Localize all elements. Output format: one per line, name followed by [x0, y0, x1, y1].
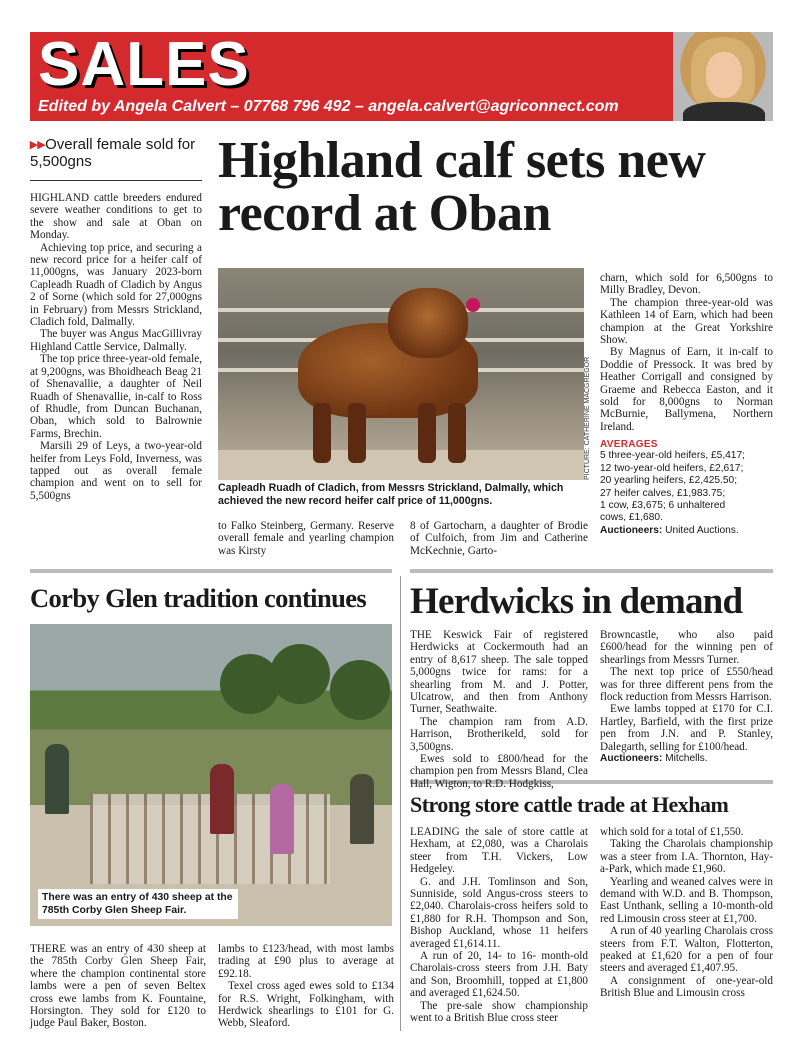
editor-credit: Edited by Angela Calvert – 07768 796 492 – angela.calvert@agriconnect.com [38, 98, 619, 115]
paragraph: G. and J.H. Tomlinson and Son, Sunniside, sold Angus-cross steers to £2,040. Charolais-cross heifers sold to £1,880 for R.H. Thompson and Son, Bishop Auckland, whose 11 heifers averaged £1,614.11. [410, 875, 588, 950]
calf-head [388, 288, 468, 358]
corby-headline: Corby Glen tradition continues [30, 583, 367, 613]
average-line: 12 two-year-old heifers, £2,617; [600, 462, 744, 474]
paragraph: The buyer was Angus MacGillivray Highland Cattle Service, Dalmally. [30, 328, 202, 353]
person-figure [45, 744, 69, 814]
section-divider [30, 569, 392, 573]
paragraph: Texel cross aged ewes sold to £134 for R.S. Wright, Folkingham, with Herdwick shearlings to £101 for G. Webb, Sleaford. [218, 980, 394, 1030]
photo-ground [218, 450, 584, 480]
sheep-fair-photo [30, 624, 392, 926]
person-figure [270, 784, 294, 854]
lead-kicker [30, 136, 200, 170]
lead-column-1 [30, 192, 202, 502]
herdwicks-headline: Herdwicks in demand [410, 581, 743, 622]
auctioneers-value: United Auctions. [662, 524, 739, 536]
section-divider [410, 569, 773, 573]
paragraph: Ewe lambs topped at £170 for C.I. Hartley, Barfield, with the first prize pen from J.N. and P. Stanley, Dalegarth, selling for £100/head. [600, 703, 773, 753]
paragraph: A run of 20, 14- to 16- month-old Charolais-cross steers from J.H. Baty and Son, Broomhill, topped at £1,800 and averaged £1,624.50. [410, 950, 588, 1000]
averages-list [600, 450, 773, 524]
paragraph: A consignment of one-year-old British Blue and Limousin cross [600, 974, 773, 1000]
lead-column-a [218, 520, 394, 557]
calf-leg [448, 403, 466, 463]
paragraph: Achieving top price, and securing a new record price for a heifer calf of 11,000gns, was January 2023-born Capleadh Ruadh of Cladich by Angus 2 of Sorne (which sold for 27,000gns in February) from Messrs Strickland, Cladich fold, Dalmally. [30, 241, 202, 329]
paragraph: Ewes sold to £800/head for the champion pen from Messrs Bland, Clea Hall, Wigton, to R.D. Hodgkiss, [410, 753, 588, 790]
auctioneers-label: Auctioneers: [600, 753, 663, 765]
paragraph: 8 of Gartocharn, a daughter of Brodie of Culfoich, from Jim and Catherine McKechnie, Garto- [410, 520, 588, 557]
kicker-text: Overall female sold for 5,500gns [30, 136, 196, 170]
double-arrow-icon: ▸▸ [30, 136, 46, 153]
averages-heading: AVERAGES [600, 439, 658, 451]
paragraph: Yearling and weaned calves were in demand with W.D. and B. Thompson, East Unthank, selling a 10-month-old red Limousin cross steer at £1,700. [600, 875, 773, 925]
paragraph: which sold for a total of £1,550. [600, 826, 744, 838]
auctioneers-line [600, 525, 773, 537]
portrait-shirt [683, 102, 765, 121]
hexham-column-1 [410, 826, 588, 1025]
average-line: cows, £1,680. [600, 512, 663, 524]
average-line: 5 three-year-old heifers, £5,417; [600, 450, 745, 462]
photo-credit-text: PICTURE: CATHERINE MACGREGOR [584, 356, 591, 480]
portrait-face [706, 52, 742, 98]
average-line: 1 cow, £3,675; 6 unhaltered [600, 499, 726, 511]
editor-portrait [673, 32, 773, 121]
corby-column-1 [30, 943, 206, 1030]
paragraph: Marsili 29 of Leys, a two-year-old heifer from Leys Fold, Inverness, was tapped out as overall female champion and went on to sell for 5,500gns [30, 440, 202, 502]
paragraph: Taking the Charolais championship was a steer from I.A. Thornton, Hay-a-Park, which made £1,960. [600, 838, 773, 876]
corby-column-2 [218, 943, 394, 1030]
rosette-icon [466, 298, 480, 312]
highland-calf-photo [218, 268, 584, 480]
paragraph: By Magnus of Earn, it in-calf to Doddie of Pressock. It was bred by Heather Corrigall and consigned by Graeme and Rebecca Easton, and it sold for 8,000gns to Norman McBurnie, Ballymena, Northern Ireland. [600, 346, 773, 433]
corby-caption: There was an entry of 430 sheep at the 785th Corby Glen Sheep Fair. [38, 889, 238, 919]
paragraph: The champion three-year-old was Kathleen 14 of Earn, which had been champion at the Great Yorkshire Show. [600, 296, 773, 347]
photo-tree [270, 644, 330, 704]
photo-tree [330, 660, 390, 720]
lead-column-c [600, 272, 773, 537]
paragraph: THE Keswick Fair of registered Herdwicks at Cockermouth had an entry of 8,617 sheep. The sale topped 5,000gns twice for rams: for a shearling from M. and J. Potter, Ulcatrow, and then from Anthony Turner, Seathwaite. [410, 629, 588, 716]
hexham-column-2 [600, 826, 773, 1000]
calf-leg [313, 403, 331, 463]
paragraph: to Falko Steinberg, Germany. Reserve overall female and yearling champion was Kirsty [218, 520, 394, 557]
paragraph: The champion ram from A.D. Harrison, Brotherikeld, sold for 3,500gns. [410, 715, 588, 753]
auctioneers-label: Auctioneers: [600, 524, 663, 536]
paragraph: The pre-sale show championship went to a British Blue cross steer [410, 999, 588, 1025]
paragraph: HIGHLAND cattle breeders endured severe weather conditions to get to the show and sale at Oban on Monday. [30, 192, 202, 242]
lead-column-b [410, 520, 588, 557]
person-figure [210, 764, 234, 834]
section-title: SALES [38, 32, 250, 99]
lead-headline: Highland calf sets new record at Oban [218, 132, 706, 242]
calf-leg [348, 403, 366, 463]
auctioneers-value: Mitchells. [662, 753, 708, 765]
column-divider [400, 576, 401, 1031]
herdwicks-column-1 [410, 629, 588, 790]
average-line: 27 heifer calves, £1,983.75; [600, 487, 726, 499]
paragraph: The next top price of £550/head was for three different pens from the flock reduction from Messrs Harrison. [600, 666, 773, 704]
paragraph: lambs to £123/head, with most lambs trading at £90 plus to average at £92.18. [218, 943, 394, 980]
average-line: 20 yearling heifers, £2,425.50; [600, 475, 738, 487]
paragraph: THERE was an entry of 430 sheep at the 785th Corby Glen Sheep Fair, where the champion continental store lambs were a pen of seven Beltex cross ewe lambs from K. Fountaine, Horsington. They sold for £120 to judge Paul Baker, Boston. [30, 943, 206, 1030]
masthead-banner [30, 32, 773, 121]
paragraph: A run of 40 yearling Charolais cross steers from F.T. Walton, Flotterton, peaked at £1,620 for a pen of four steers and averaged £1,407.95. [600, 925, 773, 975]
kicker-divider [30, 180, 202, 181]
paragraph: Browncastle, who also paid £600/head for the winning pen of shearlings from Messrs Turner. [600, 629, 773, 666]
hexham-headline: Strong store cattle trade at Hexham [410, 792, 729, 817]
column-c-text [600, 272, 773, 433]
person-figure [350, 774, 374, 844]
photo-caption: Capleadh Ruadh of Cladich, from Messrs Strickland, Dalmally, which achieved the new record heifer calf price of 11,000gns. [218, 482, 564, 507]
calf-leg [418, 403, 436, 463]
paragraph: charn, which sold for 6,500gns to Milly Bradley, Devon. [600, 272, 773, 297]
paragraph: The top price three-year-old female, at 9,200gns, was Bhoidheach Beag 21 of Shenavallie, a daughter of Neil Ruadh of Shenavallie, in-calf to Ross of Rhudle, from Duncan Buchanan, Oban, which sold to Balrownie Farms, Brechin. [30, 353, 202, 440]
auctioneers-line [600, 753, 773, 765]
paragraph: LEADING the sale of store cattle at Hexham, at £2,080, was a Charolais steer from T.H. Vickers, Low Hedgeley. [410, 826, 588, 876]
herdwicks-column-2-text [600, 629, 773, 753]
photo-credit [584, 268, 594, 480]
herdwicks-column-2 [600, 629, 773, 765]
